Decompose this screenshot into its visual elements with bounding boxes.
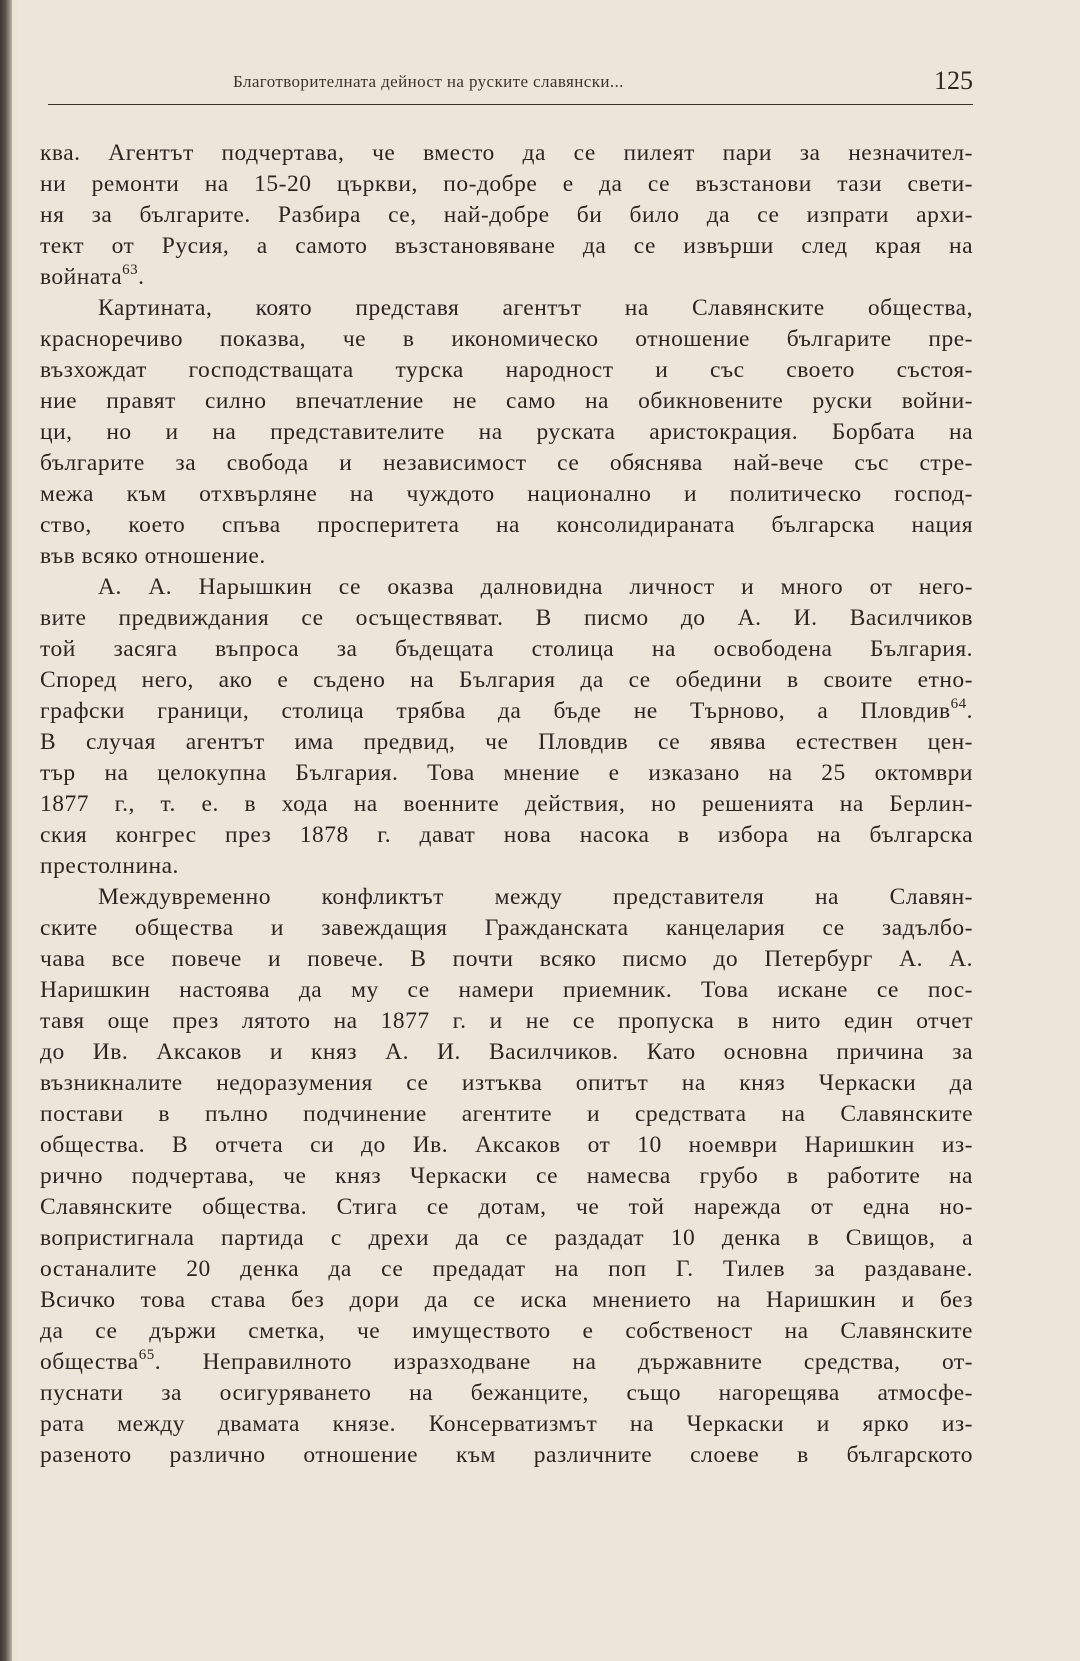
text-line: той засяга въпроса за бъдещата столица на освободена България. bbox=[40, 636, 973, 662]
running-title: Благотворителната дейност на руските славянски... bbox=[233, 72, 624, 91]
text-line: ския конгрес през 1878 г. дават нова насока в избора на българска bbox=[40, 822, 973, 848]
text-line: красноречиво показва, че в икономическо отношение българите пре- bbox=[40, 326, 973, 352]
text-line: престолнина. bbox=[40, 853, 179, 879]
text-line: разеното различно отношение към различните слоеве в българското bbox=[40, 1442, 973, 1468]
text-line: ние правят силно впечатление не само на обикновените руски войни- bbox=[40, 388, 973, 414]
text-line: Междувременно конфликтът между представителя на Славян- bbox=[98, 884, 973, 910]
text-line: възхождат господстващата турска народност и със своето състоя- bbox=[40, 357, 973, 383]
text-line: ските общества и завеждащия Гражданската канцелария се задълбо- bbox=[40, 915, 973, 941]
text-line: чава все повече и повече. В почти всяко писмо до Петербург А. А. bbox=[40, 946, 973, 972]
text-line bbox=[40, 262, 973, 293]
text-line: Според него, ако е съдено на България да се обедини в своите етно- bbox=[40, 667, 973, 693]
text-segment: . bbox=[966, 698, 973, 724]
text-line: вите предвиждания се осъществяват. В писмо до А. И. Василчиков bbox=[40, 605, 973, 631]
text-line: ня за българите. Разбира се, най-добре би било да се изпрати архи- bbox=[40, 202, 973, 228]
footnote-reference: 64 bbox=[950, 696, 967, 712]
text-line: рично подчертава, че княз Черкаски се намесва грубо в работите на bbox=[40, 1163, 973, 1189]
text-line: ни ремонти на 15-20 църкви, по-добре е да се възстанови тази свети- bbox=[40, 171, 973, 197]
text-segment: . bbox=[138, 264, 145, 290]
text-line: рата между двамата князе. Консерватизмът на Черкаски и ярко из- bbox=[40, 1411, 973, 1437]
text-line: Всичко това става без дори да се иска мнението на Наришкин и без bbox=[40, 1287, 973, 1313]
text-line: тект от Русия, а самото възстановяване да се извърши след края на bbox=[40, 233, 973, 259]
text-line: Наришкин настоява да му се намери приемник. Това искане се пос- bbox=[40, 977, 973, 1003]
text-segment: войната bbox=[40, 264, 123, 290]
text-line: ква. Агентът подчертава, че вместо да се пилеят пари за незначител- bbox=[40, 140, 973, 166]
text-segment: графски граници, столица трябва да бъде не Търново, а Пловдив bbox=[40, 698, 951, 724]
footnote-reference: 63 bbox=[122, 262, 139, 278]
text-segment: общества bbox=[40, 1349, 139, 1375]
text-line: общества. В отчета си до Ив. Аксаков от 10 ноември Наришкин из- bbox=[40, 1132, 973, 1158]
text-line: тър на целокупна България. Това мнение е изказано на 25 октомври bbox=[40, 760, 973, 786]
text-line: Картината, която представя агентът на Славянските общества, bbox=[98, 295, 973, 321]
text-line: 1877 г., т. е. в хода на военните действия, но решенията на Берлин- bbox=[40, 791, 973, 817]
text-line: до Ив. Аксаков и княз А. И. Василчиков. Като основна причина за bbox=[40, 1039, 973, 1065]
text-segment: . Неправилното изразходване на държавните средства, от- bbox=[154, 1349, 973, 1375]
body-text bbox=[40, 138, 973, 1471]
text-line: възникналите недоразумения се изтъква опитът на княз Черкаски да bbox=[40, 1070, 973, 1096]
text-line: ци, но и на представителите на руската аристокрация. Борбата на bbox=[40, 419, 973, 445]
footnote-reference: 65 bbox=[138, 1347, 155, 1363]
text-line: В случая агентът има предвид, че Пловдив се явява естествен цен- bbox=[40, 729, 973, 755]
text-line: постави в пълно подчинение агентите и средствата на Славянските bbox=[40, 1101, 973, 1127]
page-header bbox=[48, 58, 973, 105]
text-line: ство, което спъва просперитета на консолидираната българска нация bbox=[40, 512, 973, 538]
text-line: останалите 20 денка да се предадат на поп Г. Тилев за раздаване. bbox=[40, 1256, 973, 1282]
text-line: във всяко отношение. bbox=[40, 543, 266, 569]
text-line: Славянските общества. Стига се дотам, че той нарежда от една но- bbox=[40, 1194, 973, 1220]
text-line: пуснати за осигуряването на бежанците, също нагорещява атмосфе- bbox=[40, 1380, 973, 1406]
text-line: да се държи сметка, че имуществото е собственост на Славянските bbox=[40, 1318, 973, 1344]
text-line: тавя още през лятото на 1877 г. и не се пропуска в нито един отчет bbox=[40, 1008, 973, 1034]
text-line: българите за свобода и независимост се обяснява най-вече със стре- bbox=[40, 450, 973, 476]
page-number: 125 bbox=[934, 66, 973, 95]
text-line: межа към отхвърляне на чуждото национално и политическо господ- bbox=[40, 481, 973, 507]
book-page bbox=[18, 0, 1080, 1661]
text-line bbox=[40, 696, 973, 727]
text-line bbox=[40, 1347, 973, 1378]
book-binding-shadow bbox=[0, 0, 12, 1661]
text-line: вопристигнала партида с дрехи да се раздадат 10 денка в Свищов, а bbox=[40, 1225, 973, 1251]
text-line: А. А. Нарышкин се оказва далновидна личност и много от него- bbox=[98, 574, 973, 600]
